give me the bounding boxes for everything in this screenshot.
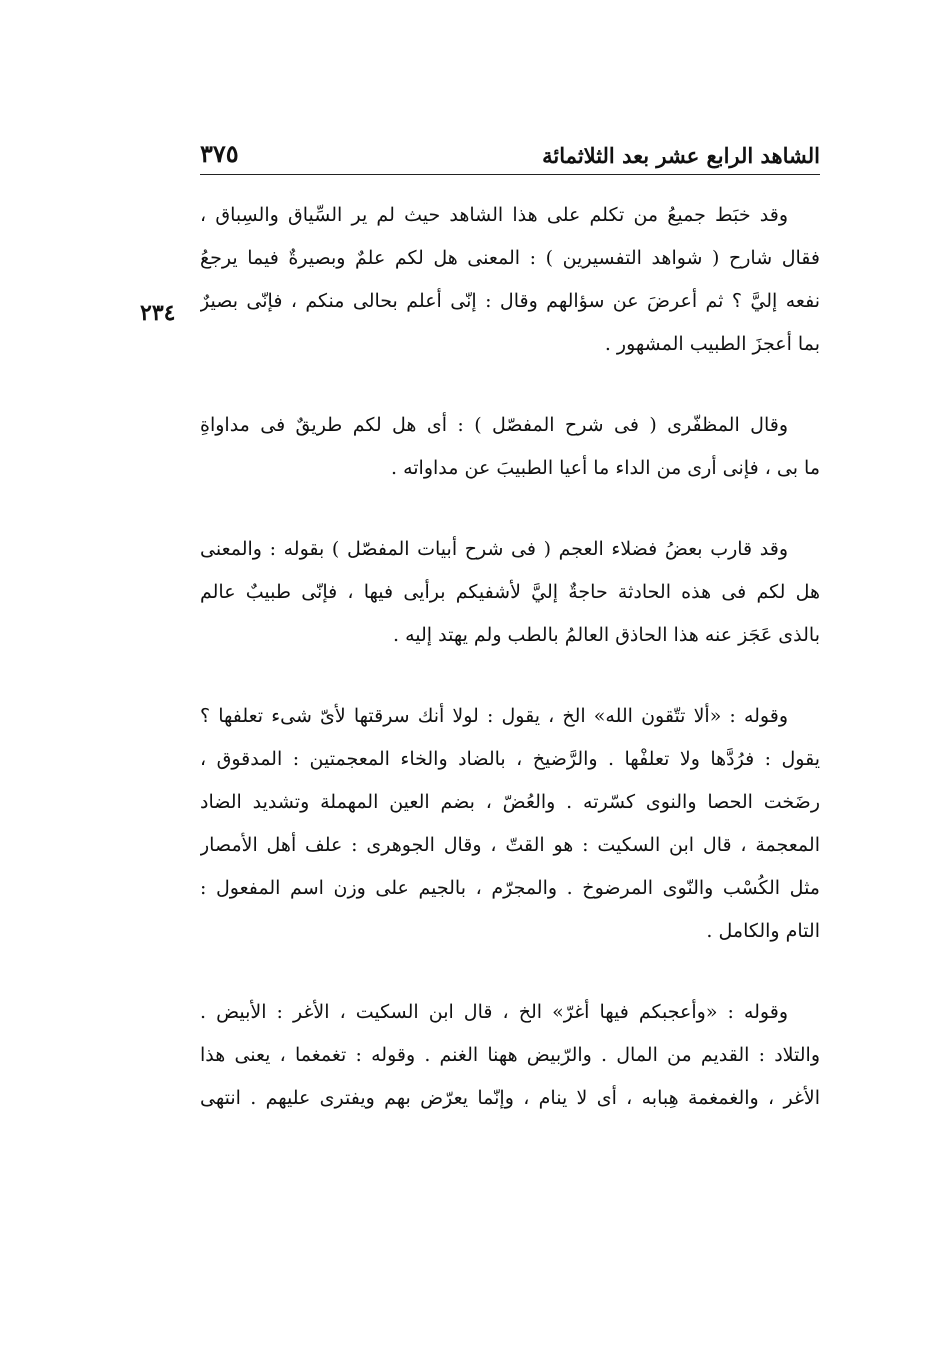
paragraph-5 bbox=[200, 991, 820, 1120]
text-line: الأغر ، والغمغمة هِبابه ، أى لا ينام ، وإنّما يعرّض بهم ويفترى عليهم . انتهى bbox=[200, 1087, 820, 1109]
text-line: بما أعجزَ الطبيب المشهور . bbox=[604, 333, 820, 355]
text-line: رضَخت الحصا والنوى كسّرته . والعُضّ ، بضم العين المهملة وتشديد الضاد bbox=[200, 791, 820, 813]
text-line: مثل الكُسْب والنّوى المرضوخ . والمجرّم ، بالجيم على وزن اسم المفعول : bbox=[200, 877, 820, 899]
text-line: بالذى عَجَز عنه هذا الحاذق العالمُ بالطب ولم يهتد إليه . bbox=[393, 624, 820, 646]
paragraph-1 bbox=[200, 194, 820, 366]
text-line: التام والكامل . bbox=[706, 920, 820, 942]
running-title: الشاهد الرابع عشر بعد الثلاثمائة bbox=[542, 143, 820, 168]
text-line: وقوله : «ألا تتّقون الله» الخ ، يقول : لولا أنك سرقتها لأىّ شىء تعلفها ؟ bbox=[200, 705, 788, 727]
margin-reference-number: ٢٣٤ bbox=[140, 300, 176, 326]
header-rule bbox=[200, 174, 820, 175]
text-line: وقد خبَط جميعُ من تكلم على هذا الشاهد حيث لم ير السِّياق والسِباق ، bbox=[200, 204, 788, 226]
page-number: ٣٧٥ bbox=[200, 139, 239, 168]
text-line: يقول : فرُدَّها ولا تعلفْها . والرَّضيخ ، بالضاد والخاء المعجمتين : المدقوق ، bbox=[200, 748, 820, 770]
paragraph-3 bbox=[200, 528, 820, 657]
text-line: المعجمة ، قال ابن السكيت : هو القتّ ، وقال الجوهرى : علف أهل الأمصار bbox=[200, 834, 820, 856]
paragraph-4 bbox=[200, 695, 820, 953]
page-body bbox=[200, 194, 820, 1158]
text-line: نفعه إليَّ ؟ ثم أعرضَ عن سؤالهم وقال : إنّى أعلم بحالى منكم ، فإنّى بصيرٌ bbox=[200, 290, 820, 312]
text-line: وقوله : «وأعجبكم فيها أغرّ» الخ ، قال ابن السكيت ، الأغر : الأبيض . bbox=[200, 1001, 788, 1023]
text-line: ما بى ، فإنى أرى من الداء ما أعيا الطبيبَ عن مداواته . bbox=[391, 457, 820, 479]
paragraph-2 bbox=[200, 404, 820, 490]
text-line: والتلاد : القديم من المال . والرّبيض ههنا الغنم . وقوله : تغمغما ، يعنى هذا bbox=[200, 1044, 820, 1066]
text-line: وقد قارب بعضُ فضلاء العجم ( فى شرح أبيات المفصّل ) بقوله : والمعنى bbox=[200, 538, 788, 560]
text-line: هل لكم فى هذه الحادثة حاجةٌ إليَّ لأشفيكم برأيى فيها ، فإنّى طبيبٌ عالم bbox=[200, 581, 820, 603]
text-line: وقال المظفّرى ( فى شرح المفصّل ) : أى هل لكم طريقٌ فى مداواةِ bbox=[200, 414, 788, 436]
page-header bbox=[200, 128, 820, 168]
text-line: فقال شارح ( شواهد التفسيرين ) : المعنى هل لكم علمٌ وبصيرةٌ فيما يرجعُ bbox=[200, 247, 820, 269]
